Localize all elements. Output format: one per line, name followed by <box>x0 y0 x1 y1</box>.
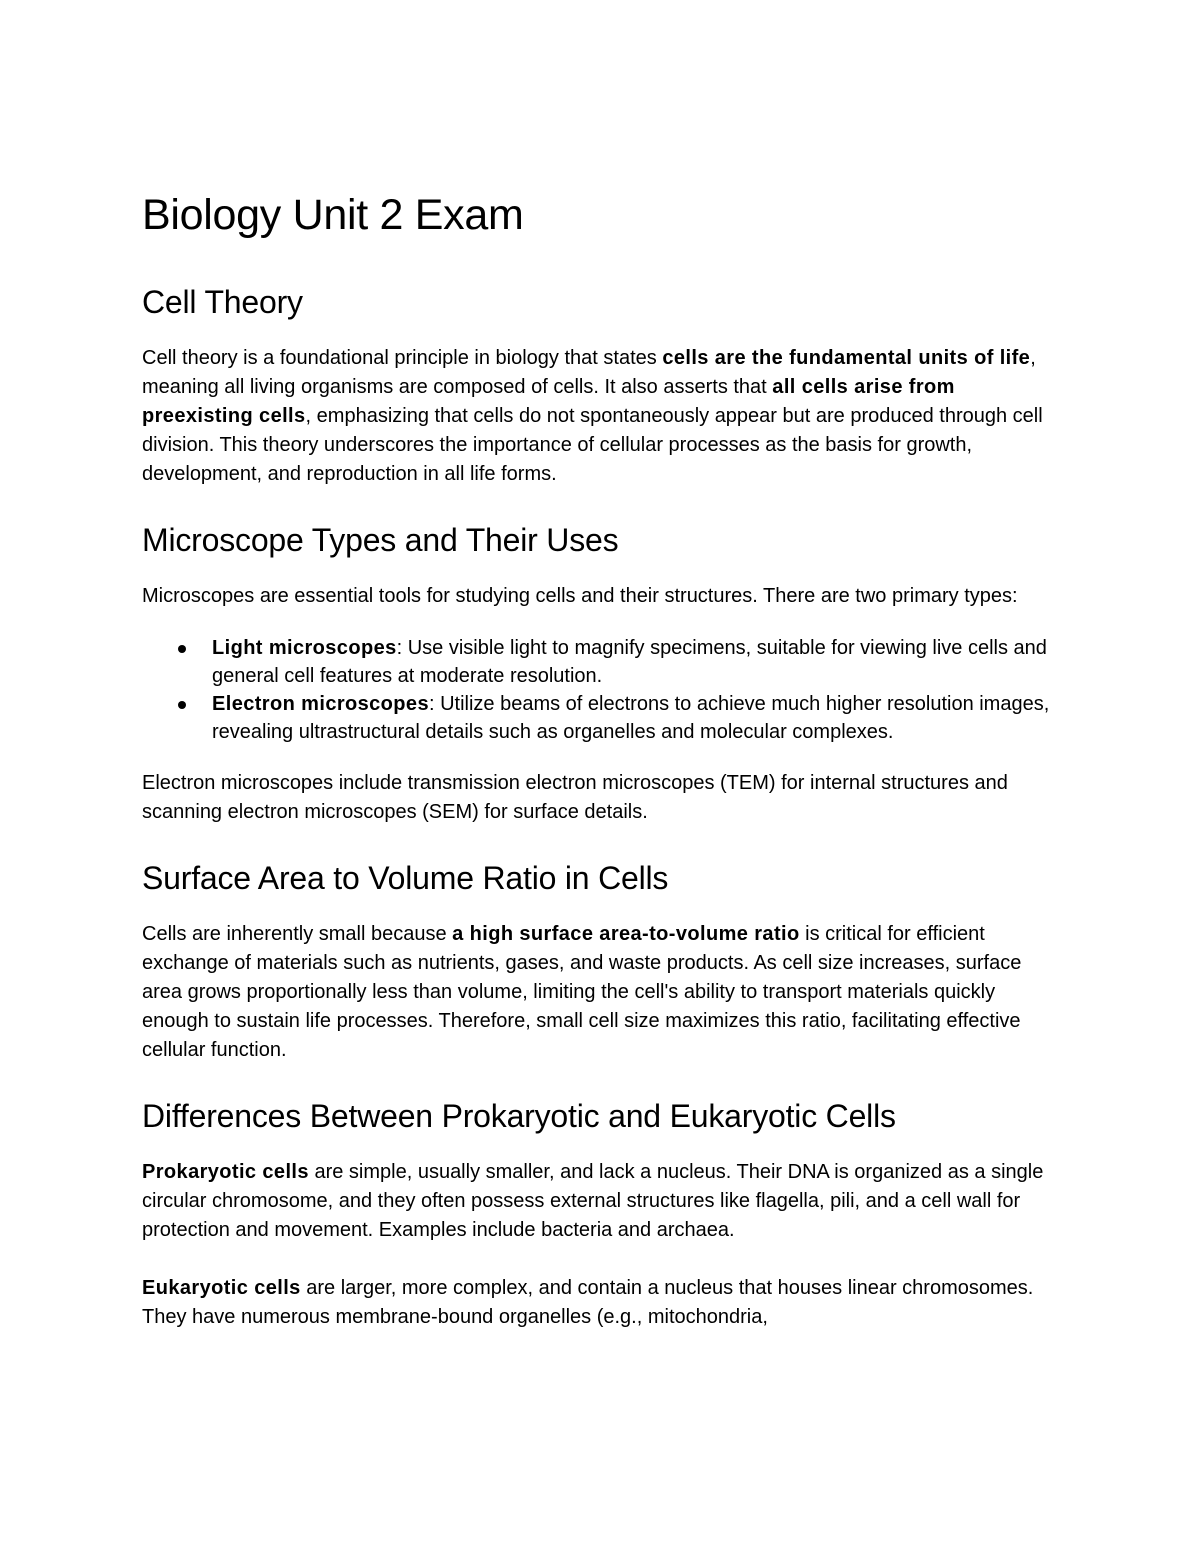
text-run: Cells are inherently small because <box>142 923 453 945</box>
bullet-icon <box>178 701 186 709</box>
bold-run: Electron microscopes <box>212 693 429 715</box>
list-item <box>142 690 1062 746</box>
bullet-icon <box>178 645 186 653</box>
paragraph-cell-theory <box>142 344 1062 489</box>
heading-differences: Differences Between Prokaryotic and Eukaryotic Cells <box>142 1098 896 1134</box>
heading-surface-area: Surface Area to Volume Ratio in Cells <box>142 860 669 896</box>
text-run: is critical for efficient exchange of materials such as nutrients, gases, and waste products. As cell size increases, surface area grows proportionally less than volume, limiting the cell's ability to transport materials quickly enough to sustain life processes. Therefore, small cell size maximizes this ratio, facilitating effective cellular function. <box>142 923 1022 1061</box>
text-run: are simple, usually smaller, and lack a nucleus. Their DNA is organized as a single circular chromosome, and they often possess external structures like flagella, pili, and a cell wall for protection and movement. Examples include bacteria and archaea. <box>142 1161 1044 1241</box>
paragraph-surface-area <box>142 920 1062 1065</box>
text-run: Cell theory is a foundational principle in biology that states <box>142 347 663 369</box>
microscope-list <box>142 634 1062 746</box>
bold-run: Eukaryotic cells <box>142 1277 301 1299</box>
bold-run: Prokaryotic cells <box>142 1161 309 1183</box>
bold-run: all cells arise from preexisting cells <box>142 376 955 427</box>
list-item <box>142 634 1062 690</box>
text-run: : Use visible light to magnify specimens, suitable for viewing live cells and general cell features at moderate resolution. <box>212 637 1047 687</box>
heading-microscopes: Microscope Types and Their Uses <box>142 522 619 558</box>
document-page <box>142 186 1062 1361</box>
text-run: : Utilize beams of electrons to achieve much higher resolution images, revealing ultrastructural details such as organelles and molecular complexes. <box>212 693 1050 743</box>
text-run: are larger, more complex, and contain a nucleus that houses linear chromosomes. They have numerous membrane-bound organelles (e.g., mitochondria, <box>142 1277 1034 1328</box>
heading-cell-theory: Cell Theory <box>142 284 303 320</box>
paragraph-eukaryotic <box>142 1274 1062 1332</box>
paragraph-prokaryotic <box>142 1158 1062 1245</box>
document-title: Biology Unit 2 Exam <box>142 191 524 239</box>
bold-run: a high surface area-to-volume ratio <box>452 923 800 945</box>
bold-run: Light microscopes <box>212 637 397 659</box>
text-run: , emphasizing that cells do not spontaneously appear but are produced through cell division. This theory underscores the importance of cellular processes as the basis for growth, development, and reproduction in all life forms. <box>142 405 1043 485</box>
bold-run: cells are the fundamental units of life <box>662 347 1031 369</box>
paragraph-microscopes-outro: Electron microscopes include transmission electron microscopes (TEM) for internal structures and scanning electron microscopes (SEM) for surface details. <box>142 772 1008 823</box>
paragraph-microscopes-intro: Microscopes are essential tools for studying cells and their structures. There are two primary types: <box>142 585 1018 607</box>
text-run: , meaning all living organisms are composed of cells. It also asserts that <box>142 347 1036 398</box>
